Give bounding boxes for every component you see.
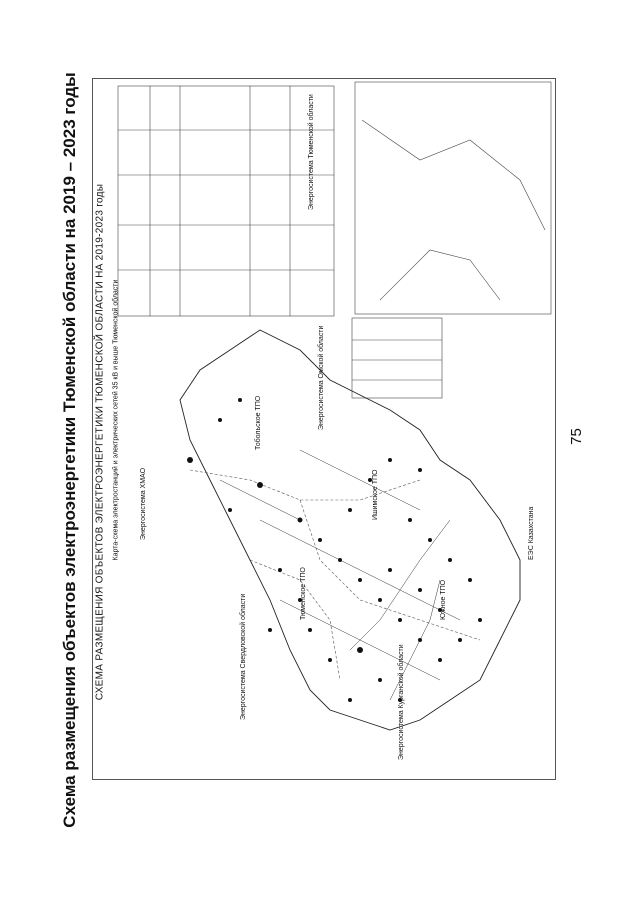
label-tyumen-tpo: Тюменское ТПО — [300, 567, 307, 620]
label-hmao: Энергосистема ХМАО — [140, 467, 147, 540]
label-kazakhstan: ЕЭС Казахстана — [528, 506, 535, 560]
inset-map — [355, 82, 551, 314]
small-legend — [352, 318, 442, 398]
label-yuzhnoe-tpo: Южное ТПО — [440, 579, 447, 620]
label-tobolsk-tpo: Тобольское ТПО — [255, 395, 262, 450]
region-outline — [180, 330, 520, 730]
label-kurgan: Энергосистема Курганской области — [398, 644, 405, 760]
label-sverdlovsk: Энергосистема Свердловской области — [240, 593, 247, 720]
substations — [187, 395, 482, 702]
page-title: Схема размещения объектов электроэнергетики Тюменской области на 2019 – 2023 годы — [60, 72, 79, 828]
label-tyumen-system: Энергосистема Тюменской области — [308, 94, 315, 210]
label-ishim-tpo: Ишимское ТПО — [372, 469, 379, 520]
label-omsk: Энергосистема Омской области — [318, 325, 325, 430]
page-number: 75 — [567, 428, 585, 445]
map-subtitle: Карта-схема электростанций и электрических сетей 35 кВ и выше Тюменской области — [112, 279, 120, 561]
map-title: СХЕМА РАЗМЕЩЕНИЯ ОБЪЕКТОВ ЭЛЕКТРОЭНЕРГЕТИКИ ТЮМЕНСКОЙ ОБЛАСТИ НА 2019-2023 годы — [94, 183, 106, 701]
legend-table — [118, 86, 334, 316]
transmission-lines — [220, 450, 460, 700]
tpo-borders — [190, 470, 480, 680]
